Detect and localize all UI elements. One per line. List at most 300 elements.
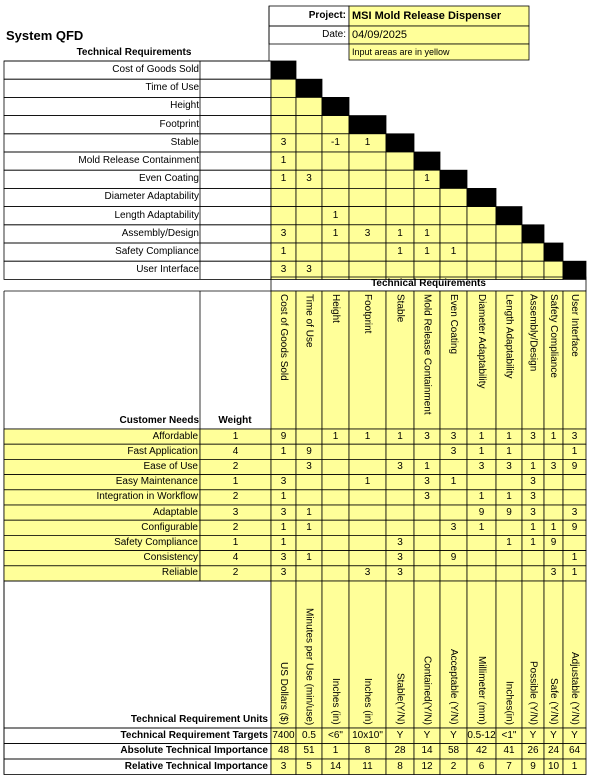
need-label: Ease of Use — [143, 460, 198, 472]
matrix-value: 1 — [571, 445, 578, 457]
roof-cell — [414, 207, 440, 225]
roof-cell — [349, 207, 386, 225]
unit-value-text: Inches (in) — [362, 678, 373, 725]
matrix-cell — [386, 505, 414, 520]
matrix-cell — [496, 475, 522, 490]
roof-cell — [271, 97, 296, 115]
matrix-cell — [544, 505, 563, 520]
tech-req-label: Cost of Goods Sold — [112, 64, 199, 76]
roof-cell — [322, 243, 349, 261]
matrix-value: 3 — [478, 460, 485, 472]
roof-cell — [522, 243, 544, 261]
unit-value-text: Stable(Y/N) — [394, 673, 406, 725]
matrix-value: 3 — [571, 430, 578, 442]
roof-value: 3 — [364, 227, 371, 239]
unit-value — [467, 584, 496, 725]
need-label: Integration in Workflow — [96, 491, 198, 503]
matrix-value: 9 — [478, 506, 485, 518]
roof-diagonal-cell — [544, 243, 563, 261]
roof-cell — [386, 170, 414, 188]
need-label: Fast Application — [127, 445, 198, 457]
matrix-cell — [544, 551, 563, 566]
roof-value: 1 — [332, 227, 339, 239]
roof-cell — [440, 188, 467, 206]
unit-value-text: Inches (in) — [330, 678, 341, 725]
matrix-value: 1 — [530, 536, 536, 548]
matrix-value: 3 — [530, 476, 536, 488]
summary-value: 0.5-12 — [467, 729, 496, 741]
project-label: Project: — [308, 10, 346, 21]
roof-cell — [349, 243, 386, 261]
matrix-cell — [563, 490, 586, 505]
matrix-cell — [522, 566, 544, 581]
roof-cell — [322, 170, 349, 188]
matrix-cell — [386, 475, 414, 490]
unit-value-text: Possible (Y/N) — [527, 661, 539, 725]
matrix-value: 3 — [397, 567, 403, 579]
matrix-value: 9 — [506, 506, 512, 518]
matrix-cell — [414, 505, 440, 520]
matrix-cell — [440, 535, 467, 550]
roof-cell — [322, 152, 349, 170]
note-text: Input areas are in yellow — [352, 46, 450, 57]
matrix-cell — [563, 475, 586, 490]
col-header — [496, 294, 522, 426]
matrix-value: 3 — [280, 552, 287, 564]
matrix-cell — [440, 566, 467, 581]
matrix-value: 1 — [550, 521, 557, 533]
matrix-cell — [414, 535, 440, 550]
roof-diagonal-cell — [349, 116, 386, 134]
matrix-value: 1 — [364, 430, 371, 442]
roof-value: 1 — [332, 209, 339, 221]
matrix-cell — [322, 475, 349, 490]
matrix-value: 1 — [424, 460, 430, 472]
unit-value-text: Minutes per Use (min/use) — [303, 607, 315, 725]
matrix-value: 1 — [397, 430, 403, 442]
roof-cell — [271, 188, 296, 206]
summary-value: 24 — [547, 745, 560, 757]
need-label: Reliable — [161, 567, 198, 579]
tech-req-label: Height — [170, 100, 199, 112]
matrix-cell — [349, 520, 386, 535]
matrix-cell — [296, 535, 322, 550]
roof-cell — [271, 207, 296, 225]
tech-req-label: Length Adaptability — [114, 209, 199, 221]
roof-cell — [349, 152, 386, 170]
unit-value — [296, 584, 322, 725]
matrix-cell — [496, 566, 522, 581]
summary-value: 14 — [421, 745, 433, 757]
need-weight: 2 — [232, 491, 239, 503]
roof-cell — [271, 79, 296, 97]
tech-req-label: Safety Compliance — [115, 246, 199, 258]
summary-value: 10x10" — [352, 729, 383, 741]
matrix-value: 3 — [506, 460, 512, 472]
unit-value-text: US Dollars ($) — [278, 662, 289, 725]
summary-label: Absolute Technical Importance — [120, 745, 268, 757]
matrix-value: 1 — [571, 567, 578, 579]
matrix-cell — [322, 505, 349, 520]
tech-req-label: Time of Use — [145, 82, 199, 94]
roof-cell — [271, 116, 296, 134]
roof-value: 1 — [450, 246, 457, 258]
tech-req-label: Diameter Adaptability — [104, 191, 199, 203]
col-header — [296, 294, 322, 426]
summary-value: 58 — [447, 745, 460, 757]
unit-value-text: Inches(in) — [503, 681, 515, 725]
matrix-cell — [440, 505, 467, 520]
col-header-text: User Interface — [569, 294, 580, 357]
matrix-value: 3 — [530, 430, 536, 442]
matrix-value: 3 — [280, 506, 287, 518]
unit-value — [522, 584, 544, 725]
col-header — [349, 294, 386, 426]
roof-value: 1 — [397, 246, 403, 258]
tech-req-label: Assembly/Design — [121, 227, 199, 239]
matrix-value: 3 — [450, 445, 457, 457]
matrix-cell — [271, 459, 296, 474]
matrix-cell — [467, 551, 496, 566]
matrix-value: 1 — [478, 430, 485, 442]
matrix-value: 1 — [478, 491, 485, 503]
matrix-cell — [322, 490, 349, 505]
summary-value: 5 — [306, 760, 312, 772]
matrix-cell — [544, 490, 563, 505]
roof-diagonal-cell — [496, 207, 522, 225]
date-value: 04/09/2025 — [352, 28, 408, 41]
matrix-cell — [414, 566, 440, 581]
roof-value: 1 — [280, 173, 287, 185]
matrix-cell — [296, 475, 322, 490]
matrix-value: 1 — [506, 430, 512, 442]
roof-cell — [440, 225, 467, 243]
summary-value: 6 — [478, 760, 485, 772]
roof-diagonal-cell — [322, 97, 349, 115]
summary-value: <1" — [501, 729, 517, 741]
summary-value: 42 — [475, 745, 488, 757]
roof-cell — [496, 243, 522, 261]
matrix-cell — [322, 459, 349, 474]
col-header-text: Assembly/Design — [527, 294, 539, 372]
roof-value: 1 — [280, 246, 287, 258]
matrix-value: 1 — [550, 430, 557, 442]
matrix-cell — [322, 520, 349, 535]
matrix-cell — [386, 520, 414, 535]
matrix-value: 9 — [280, 430, 287, 442]
summary-value: <6" — [328, 729, 343, 741]
col-header — [322, 294, 349, 426]
col-header-text: Cost of Goods Sold — [278, 294, 289, 381]
matrix-value: 1 — [530, 460, 536, 472]
unit-value-text: Adjustable (Y/N) — [569, 652, 580, 725]
matrix-value: 1 — [306, 521, 312, 533]
summary-value: 28 — [394, 745, 406, 757]
need-weight: 1 — [232, 430, 239, 442]
roof-value: 1 — [397, 227, 403, 239]
unit-value-text: Safe (Y/N) — [548, 678, 559, 725]
roof-diagonal-cell — [296, 79, 322, 97]
roof-cell — [496, 225, 522, 243]
matrix-value: 1 — [306, 506, 312, 518]
tech-req-label: Footprint — [159, 118, 199, 130]
matrix-cell — [386, 444, 414, 459]
matrix-cell — [414, 520, 440, 535]
roof-cell — [296, 134, 322, 152]
matrix-value: 3 — [397, 460, 403, 472]
need-weight: 4 — [232, 552, 239, 564]
summary-value: Y — [450, 729, 457, 741]
qfd-title: System QFD — [6, 27, 84, 43]
matrix-cell — [349, 459, 386, 474]
need-weight: 2 — [232, 567, 239, 579]
matrix-cell — [414, 551, 440, 566]
matrix-cell — [322, 551, 349, 566]
need-label: Configurable — [141, 521, 198, 533]
col-header-text: Diameter Adaptability — [476, 294, 487, 389]
matrix-value: 1 — [332, 430, 339, 442]
unit-value-text: Millimeter (mm) — [476, 656, 487, 725]
roof-value: 3 — [280, 264, 287, 276]
roof-value: 3 — [280, 227, 287, 239]
summary-value: 7 — [506, 760, 512, 772]
matrix-value: 1 — [506, 491, 512, 503]
matrix-cell — [440, 459, 467, 474]
col-header-text: Length Adaptability — [503, 294, 515, 379]
summary-value: 51 — [303, 745, 315, 757]
col-header-text: Stable — [394, 294, 406, 323]
unit-value — [544, 584, 563, 725]
col-header-text: Time of Use — [303, 294, 315, 348]
unit-value — [440, 584, 467, 725]
col-header-text: Height — [330, 294, 341, 323]
date-label: Date: — [322, 29, 346, 40]
units-label: Technical Requirement Units — [130, 714, 268, 725]
col-header — [563, 294, 586, 426]
unit-value-text: Contained(Y/N) — [421, 656, 433, 725]
roof-value: -1 — [331, 136, 340, 148]
roof-cell — [440, 207, 467, 225]
roof-cell — [349, 170, 386, 188]
matrix-value: 3 — [280, 567, 287, 579]
matrix-value: 1 — [478, 521, 485, 533]
roof-cell — [296, 207, 322, 225]
need-weight: 1 — [232, 536, 239, 548]
matrix-value: 3 — [397, 536, 403, 548]
need-label: Easy Maintenance — [115, 476, 198, 488]
col-header — [440, 294, 467, 426]
matrix-value: 3 — [306, 460, 312, 472]
matrix-cell — [322, 444, 349, 459]
matrix-value: 9 — [306, 445, 312, 457]
summary-value: 9 — [530, 760, 536, 772]
roof-cell — [386, 152, 414, 170]
matrix-cell — [467, 475, 496, 490]
tech-req-label: Even Coating — [138, 173, 199, 185]
matrix-value: 9 — [571, 460, 578, 472]
summary-value: 0.5 — [302, 729, 316, 741]
matrix-value: 3 — [450, 521, 457, 533]
project-value: MSI Mold Release Dispenser — [352, 9, 502, 22]
roof-diagonal-cell — [271, 61, 296, 79]
summary-value: Y — [550, 729, 557, 741]
matrix-value: 1 — [280, 491, 287, 503]
unit-value — [386, 584, 414, 725]
roof-value: 1 — [424, 227, 430, 239]
matrix-value: 3 — [530, 506, 536, 518]
customer-needs-header: Customer Needs — [119, 415, 199, 426]
unit-value — [563, 584, 586, 725]
need-weight: 1 — [232, 476, 239, 488]
roof-cell — [467, 225, 496, 243]
roof-cell — [322, 116, 349, 134]
matrix-value: 1 — [306, 552, 312, 564]
roof-diagonal-cell — [522, 225, 544, 243]
tech-req-header: Technical Requirements — [76, 46, 192, 58]
summary-value: Y — [423, 729, 431, 741]
unit-value — [349, 584, 386, 725]
summary-value: 8 — [397, 760, 403, 772]
need-label: Safety Compliance — [114, 536, 198, 548]
roof-cell — [296, 97, 322, 115]
need-weight: 2 — [232, 460, 239, 472]
matrix-cell — [296, 490, 322, 505]
roof-cell — [296, 225, 322, 243]
matrix-value: 1 — [280, 521, 287, 533]
roof-value: 3 — [306, 173, 312, 185]
summary-value: 12 — [421, 760, 433, 772]
summary-value: Y — [571, 729, 578, 741]
tech-req-label: Stable — [170, 136, 199, 148]
matrix-value: 1 — [364, 476, 371, 488]
col-header-text: Even Coating — [448, 294, 459, 355]
roof-cell — [414, 188, 440, 206]
roof-value: 1 — [424, 246, 430, 258]
roof-cell — [322, 188, 349, 206]
matrix-cell — [296, 429, 322, 444]
summary-value: 7400 — [272, 729, 295, 741]
roof-cell — [467, 207, 496, 225]
matrix-cell — [440, 490, 467, 505]
col-header — [522, 294, 544, 426]
roof-value: 1 — [364, 136, 371, 148]
matrix-value: 3 — [571, 506, 578, 518]
summary-value: 3 — [280, 760, 287, 772]
summary-value: 26 — [527, 745, 539, 757]
summary-value: Y — [396, 729, 404, 741]
matrix-value: 3 — [450, 430, 457, 442]
matrix-value: 1 — [280, 445, 287, 457]
matrix-value: 3 — [364, 567, 371, 579]
summary-value: 41 — [503, 745, 515, 757]
unit-value — [271, 584, 296, 725]
matrix-cell — [496, 551, 522, 566]
matrix-cell — [349, 505, 386, 520]
matrix-value: 1 — [280, 536, 287, 548]
need-weight: 3 — [232, 506, 239, 518]
matrix-value: 1 — [506, 536, 512, 548]
roof-cell — [296, 152, 322, 170]
need-label: Adaptable — [152, 506, 198, 518]
matrix-cell — [349, 444, 386, 459]
roof-value: 3 — [306, 264, 312, 276]
summary-value: 11 — [362, 760, 373, 772]
summary-value: 10 — [547, 760, 560, 772]
col-header-text: Footprint — [362, 294, 373, 334]
col-header — [544, 294, 563, 426]
roof-diagonal-cell — [467, 188, 496, 206]
col-header — [386, 294, 414, 426]
matrix-value: 1 — [571, 552, 578, 564]
matrix-cell — [522, 444, 544, 459]
summary-value: 48 — [277, 745, 290, 757]
tech-req-label: Mold Release Containment — [78, 155, 199, 167]
summary-value: 1 — [571, 760, 578, 772]
roof-cell — [296, 188, 322, 206]
summary-value: 8 — [364, 745, 371, 757]
matrix-value: 3 — [530, 491, 536, 503]
summary-value: 1 — [332, 745, 339, 757]
tech-req-label: User Interface — [136, 264, 199, 276]
need-label: Affordable — [152, 430, 198, 442]
matrix-cell — [349, 490, 386, 505]
roof-cell — [386, 188, 414, 206]
matrix-cell — [386, 490, 414, 505]
unit-value — [414, 584, 440, 725]
summary-value: 2 — [450, 760, 457, 772]
col-header-text: Mold Release Containment — [421, 294, 433, 415]
need-weight: 2 — [232, 521, 239, 533]
tech-req-band-label: Technical Requirements — [371, 278, 486, 289]
matrix-cell — [322, 535, 349, 550]
matrix-value: 1 — [506, 445, 512, 457]
matrix-cell — [349, 535, 386, 550]
summary-value: 64 — [568, 745, 581, 757]
matrix-cell — [349, 551, 386, 566]
matrix-cell — [522, 551, 544, 566]
matrix-value: 9 — [571, 521, 578, 533]
col-header — [414, 294, 440, 426]
need-label: Consistency — [143, 552, 198, 564]
matrix-cell — [544, 444, 563, 459]
summary-label: Technical Requirement Targets — [120, 729, 268, 741]
weight-header: Weight — [218, 415, 252, 426]
roof-diagonal-cell — [414, 152, 440, 170]
matrix-value: 1 — [530, 521, 536, 533]
matrix-value: 3 — [550, 567, 557, 579]
roof-cell — [296, 116, 322, 134]
matrix-value: 3 — [424, 476, 430, 488]
matrix-cell — [322, 566, 349, 581]
matrix-value: 3 — [550, 460, 557, 472]
unit-value — [322, 584, 349, 725]
matrix-cell — [544, 475, 563, 490]
matrix-value: 3 — [397, 552, 403, 564]
matrix-cell — [467, 566, 496, 581]
roof-value: 3 — [280, 136, 287, 148]
roof-diagonal-cell — [386, 134, 414, 152]
matrix-value: 3 — [280, 476, 287, 488]
unit-value-text: Acceptable (Y/N) — [448, 649, 459, 725]
roof-cell — [296, 243, 322, 261]
roof-cell — [349, 188, 386, 206]
matrix-cell — [563, 535, 586, 550]
roof-value: 1 — [280, 155, 287, 167]
matrix-value: 3 — [424, 430, 430, 442]
matrix-value: 1 — [478, 445, 485, 457]
unit-value — [496, 584, 522, 725]
matrix-value: 1 — [450, 476, 457, 488]
